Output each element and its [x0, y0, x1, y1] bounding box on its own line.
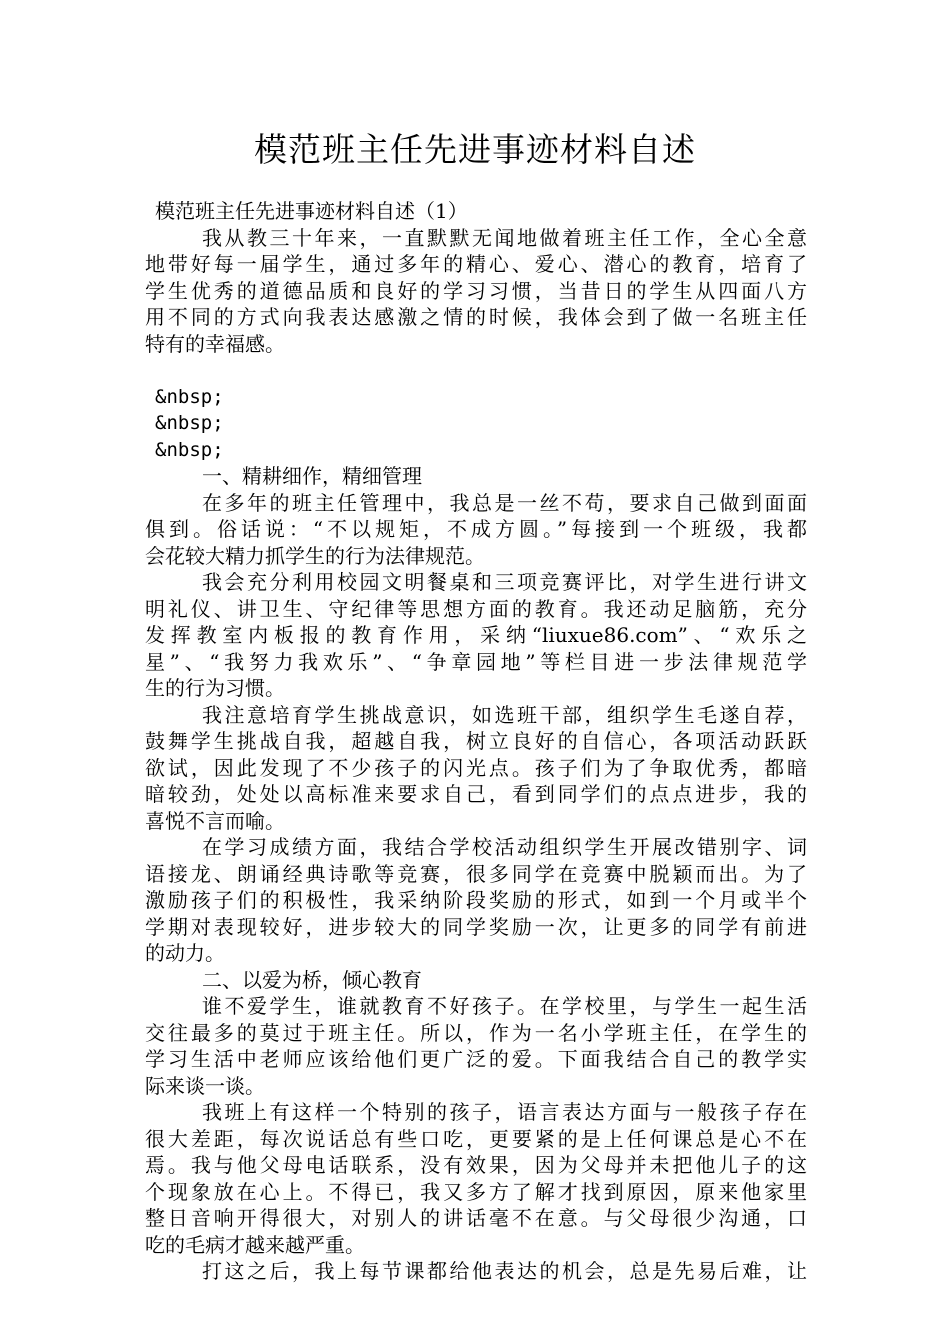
paragraph-line: 整日音响开得很大，对别人的讲话毫不在意。与父母很少沟通，口 — [145, 1206, 807, 1230]
document-body — [145, 198, 807, 1285]
paragraph-line: 我注意培育学生挑战意识，如选班干部，组织学生毛遂自荐， — [202, 702, 807, 727]
paragraph-line: 明礼仪、讲卫生、守纪律等思想方面的教育。我还动足脑筋，充分 — [145, 596, 807, 621]
section-heading: 二、以爱为桥，倾心教育 — [202, 967, 422, 992]
paragraph-line: 焉。我与他父母电话联系，没有效果，因为父母并未把他儿子的这 — [145, 1153, 807, 1177]
paragraph-line: 鼓舞学生挑战自我，超越自我，树立良好的自信心，各项活动跃跃 — [145, 729, 807, 753]
paragraph-line: 暗较劲，处处以高标准来要求自己，看到同学们的点点进步，我的 — [145, 782, 807, 806]
paragraph-line: 打这之后，我上每节课都给他表达的机会，总是先易后难，让 — [202, 1259, 807, 1283]
paragraph-line: 用不同的方式向我表达感激之情的时候，我体会到了做一名班主任 — [145, 305, 807, 329]
paragraph-line: 学期对表现较好，进步较大的同学奖励一次，让更多的同学有前进 — [145, 914, 807, 939]
section-subtitle: 模范班主任先进事迹材料自述（1） — [155, 199, 468, 223]
paragraph-line: 喜悦不言而喻。 — [145, 808, 285, 833]
paragraph-line: 生的行为习惯。 — [145, 676, 285, 700]
paragraph-line: 欲试，因此发现了不少孩子的闪光点。孩子们为了争取优秀，都暗 — [145, 755, 807, 780]
blank-line — [145, 357, 807, 384]
paragraph-line: 会花较大精力抓学生的行为法律规范。 — [145, 543, 485, 568]
paragraph-line: 激励孩子们的积极性，我采纳阶段奖励的形式，如到一个月或半个 — [145, 888, 807, 912]
paragraph-line: 我会充分利用校园文明餐桌和三项竞赛评比，对学生进行讲文 — [202, 570, 807, 594]
nbsp-placeholder: &nbsp; — [155, 438, 224, 461]
paragraph-line: 际来谈一谈。 — [145, 1073, 265, 1098]
paragraph-line: 吃的毛病才越来越严重。 — [145, 1232, 365, 1257]
paragraph-line: 我班上有这样一个特别的孩子，语言表达方面与一般孩子存在 — [202, 1100, 807, 1124]
paragraph-line: 个现象放在心上。不得已，我又多方了解才找到原因，原来他家里 — [145, 1179, 807, 1204]
paragraph-line: 我从教三十年来，一直默默无闻地做着班主任工作，全心全意 — [202, 225, 807, 250]
paragraph-line: 俱到。俗话说：“不以规矩，不成方圆。”每接到一个班级，我都 — [145, 517, 807, 541]
paragraph-line: 学习生活中老师应该给他们更广泛的爱。下面我结合自己的教学实 — [145, 1047, 807, 1071]
paragraph-line: 学生优秀的道德品质和良好的学习习惯，当昔日的学生从四面八方 — [145, 278, 807, 303]
paragraph-line: 特有的幸福感。 — [145, 331, 285, 356]
paragraph-line: 很大差距，每次说话总有些口吃，更要紧的是上任何课总是心不在 — [145, 1126, 807, 1151]
paragraph-line: 发挥教室内板报的教育作用，采纳“liuxue86.com”、“欢乐之 — [145, 623, 807, 647]
section-heading: 一、精耕细作，精细管理 — [202, 464, 422, 488]
nbsp-placeholder: &nbsp; — [155, 385, 224, 408]
paragraph-line: 谁不爱学生，谁就教育不好孩子。在学校里，与学生一起生活 — [202, 994, 807, 1018]
paragraph-line: 语接龙、朗诵经典诗歌等竞赛，很多同学在竞赛中脱颖而出。为了 — [145, 861, 807, 886]
paragraph-line: 在学习成绩方面，我结合学校活动组织学生开展改错别字、词 — [202, 835, 807, 859]
paragraph-line: 地带好每一届学生，通过多年的精心、爱心、潜心的教育，培育了 — [145, 252, 807, 276]
paragraph-line: 交往最多的莫过于班主任。所以，作为一名小学班主任，在学生的 — [145, 1020, 807, 1045]
paragraph-line: 在多年的班主任管理中，我总是一丝不苟，要求自己做到面面 — [202, 490, 807, 515]
document-title: 模范班主任先进事迹材料自述 — [254, 130, 696, 169]
paragraph-line: 的动力。 — [145, 941, 225, 965]
nbsp-placeholder: &nbsp; — [155, 412, 224, 434]
paragraph-line: 星”、“我努力我欢乐”、“争章园地”等栏目进一步法律规范学 — [145, 649, 807, 674]
